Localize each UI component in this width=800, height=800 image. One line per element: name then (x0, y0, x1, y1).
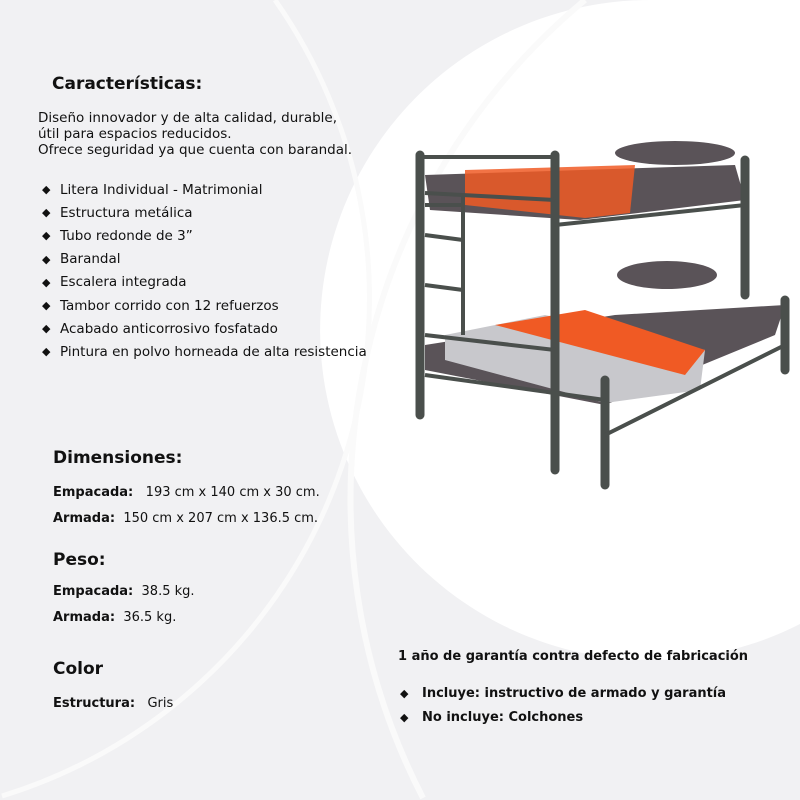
diamond-bullet-icon: ◆ (42, 322, 51, 336)
diamond-bullet-icon: ◆ (42, 299, 51, 313)
list-item (42, 224, 367, 247)
intro-line: útil para espacios reducidos. (38, 126, 232, 142)
list-item (42, 317, 367, 340)
feature-text: Barandal (60, 251, 121, 268)
intro-line: Diseño innovador y de alta calidad, durable, (38, 110, 338, 126)
list-item (42, 294, 367, 317)
dimensiones-title: Dimensiones: (53, 448, 183, 468)
garantia-item-text: Incluye: instructivo de armado y garantía (422, 686, 727, 701)
label: Estructura: (53, 696, 136, 711)
feature-text: Pintura en polvo horneada de alta resistencia (60, 343, 367, 360)
feature-list (42, 178, 367, 364)
peso-armada (53, 610, 176, 625)
diamond-bullet-icon: ◆ (42, 275, 51, 289)
list-item (42, 201, 367, 224)
peso-title: Peso: (53, 550, 106, 570)
label: Armada: (53, 511, 116, 526)
value: 150 cm x 207 cm x 136.5 cm. (123, 511, 319, 526)
feature-text: Tambor corrido con 12 refuerzos (60, 297, 279, 314)
garantia-item-text: No incluye: Colchones (422, 710, 584, 725)
label: Empacada: (53, 584, 134, 599)
garantia-item (400, 686, 726, 701)
feature-text: Litera Individual - Matrimonial (60, 181, 263, 198)
list-item (42, 340, 367, 363)
feature-text: Estructura metálica (60, 204, 193, 221)
garantia-text: 1 año de garantía contra defecto de fabricación (398, 649, 749, 664)
garantia-item (400, 710, 583, 725)
value: 36.5 kg. (123, 610, 177, 625)
diamond-bullet-icon: ◆ (42, 345, 51, 359)
diamond-bullet-icon: ◆ (42, 183, 51, 197)
value: 38.5 kg. (141, 584, 195, 599)
diamond-bullet-icon: ◆ (400, 687, 409, 700)
peso-empacada (53, 584, 195, 599)
color-title: Color (53, 659, 104, 679)
value: Gris (147, 696, 174, 711)
feature-text: Tubo redonde de 3” (60, 227, 193, 244)
dim-armada (53, 511, 318, 526)
label: Armada: (53, 610, 116, 625)
color-estructura (53, 696, 173, 711)
value: 193 cm x 140 cm x 30 cm. (145, 485, 320, 500)
label: Empacada: (53, 485, 134, 500)
feature-text: Escalera integrada (60, 274, 187, 291)
list-item (42, 178, 367, 201)
bunk-bed-image (405, 135, 800, 505)
dim-empacada (53, 485, 320, 500)
intro-line: Ofrece seguridad ya que cuenta con barandal. (38, 142, 353, 158)
diamond-bullet-icon: ◆ (42, 229, 51, 243)
list-item (42, 248, 367, 271)
diamond-bullet-icon: ◆ (42, 206, 51, 220)
feature-text: Acabado anticorrosivo fosfatado (60, 320, 278, 337)
caracteristicas-title: Características: (52, 74, 203, 94)
diamond-bullet-icon: ◆ (400, 711, 409, 724)
diamond-bullet-icon: ◆ (42, 252, 51, 266)
list-item (42, 271, 367, 294)
intro-text (38, 110, 352, 158)
